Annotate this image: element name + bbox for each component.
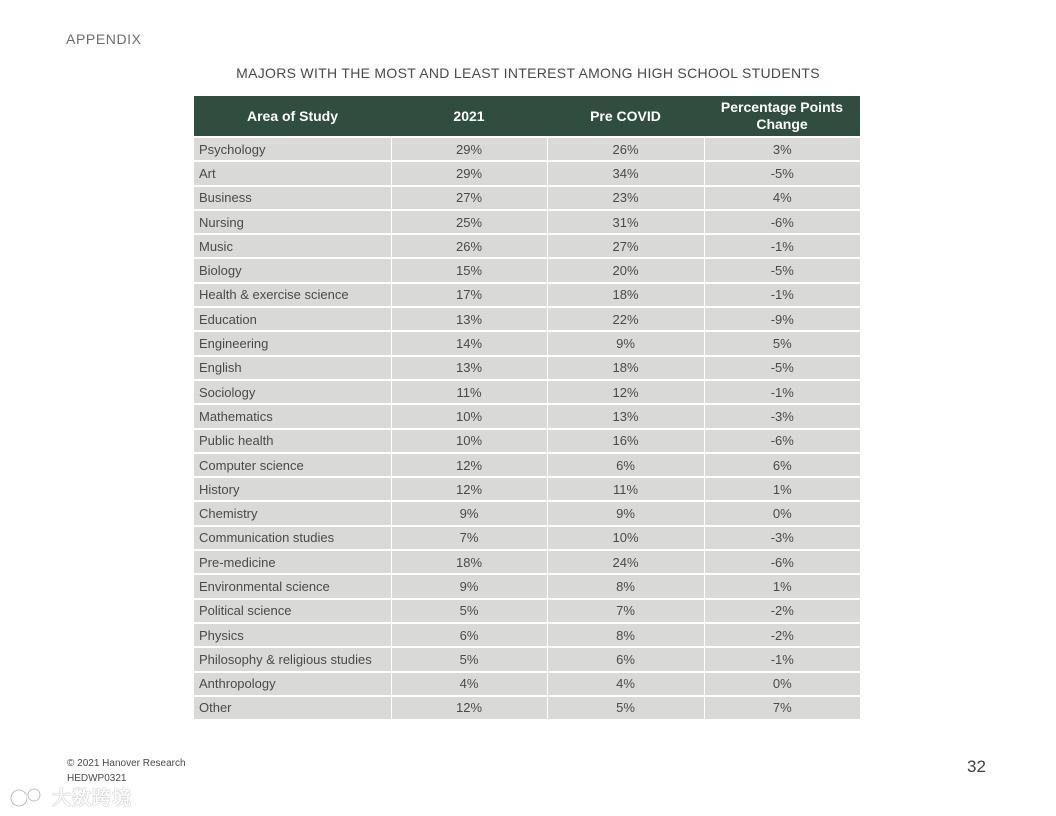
cell-pre-covid: 27%: [547, 234, 704, 258]
cell-change: -1%: [704, 283, 860, 307]
cell-pre-covid: 8%: [547, 574, 704, 598]
cell-2021: 25%: [391, 210, 547, 234]
cell-area-of-study: Chemistry: [194, 501, 391, 525]
cell-area-of-study: Philosophy & religious studies: [194, 647, 391, 671]
cell-2021: 12%: [391, 696, 547, 719]
cell-change: -1%: [704, 647, 860, 671]
table-row: [194, 550, 860, 574]
cell-pre-covid: 34%: [547, 161, 704, 185]
cell-area-of-study: Engineering: [194, 331, 391, 355]
cell-2021: 9%: [391, 574, 547, 598]
cell-change: -5%: [704, 258, 860, 282]
copyright: © 2021 Hanover Research: [67, 758, 186, 769]
watermark: [8, 783, 132, 810]
cell-pre-covid: 9%: [547, 331, 704, 355]
cell-change: 5%: [704, 331, 860, 355]
cell-2021: 13%: [391, 307, 547, 331]
document-code: HEDWP0321: [67, 773, 127, 784]
table-row: [194, 453, 860, 477]
table-row: [194, 258, 860, 282]
cell-change: 7%: [704, 696, 860, 719]
cell-pre-covid: 4%: [547, 672, 704, 696]
table-header-row: [194, 96, 860, 137]
cell-change: -5%: [704, 356, 860, 380]
majors-table: [194, 96, 860, 719]
cell-area-of-study: Art: [194, 161, 391, 185]
cell-2021: 10%: [391, 404, 547, 428]
table-row: [194, 404, 860, 428]
cell-2021: 10%: [391, 429, 547, 453]
table-body: [194, 137, 860, 719]
cell-2021: 4%: [391, 672, 547, 696]
table-row: [194, 331, 860, 355]
cell-pre-covid: 10%: [547, 526, 704, 550]
table-row: [194, 574, 860, 598]
cell-area-of-study: Communication studies: [194, 526, 391, 550]
cell-area-of-study: Nursing: [194, 210, 391, 234]
table-row: [194, 380, 860, 404]
cell-pre-covid: 24%: [547, 550, 704, 574]
cell-2021: 27%: [391, 186, 547, 210]
cell-2021: 18%: [391, 550, 547, 574]
watermark-text: 大数跨境: [52, 787, 133, 809]
cell-area-of-study: Physics: [194, 623, 391, 647]
cell-change: 0%: [704, 672, 860, 696]
cell-area-of-study: Public health: [194, 429, 391, 453]
cell-2021: 6%: [391, 623, 547, 647]
cell-pre-covid: 6%: [547, 647, 704, 671]
cell-area-of-study: English: [194, 356, 391, 380]
cell-2021: 5%: [391, 647, 547, 671]
cell-2021: 17%: [391, 283, 547, 307]
table-row: [194, 623, 860, 647]
cell-change: 1%: [704, 574, 860, 598]
cell-area-of-study: Political science: [194, 599, 391, 623]
cell-change: -6%: [704, 429, 860, 453]
watermark-logo-icon: [8, 785, 48, 809]
cell-pre-covid: 9%: [547, 501, 704, 525]
cell-change: -2%: [704, 599, 860, 623]
table-row: [194, 477, 860, 501]
cell-pre-covid: 20%: [547, 258, 704, 282]
cell-2021: 13%: [391, 356, 547, 380]
table-row: [194, 210, 860, 234]
table-row: [194, 672, 860, 696]
table-row: [194, 501, 860, 525]
cell-change: -1%: [704, 234, 860, 258]
cell-2021: 12%: [391, 477, 547, 501]
cell-2021: 9%: [391, 501, 547, 525]
cell-change: -3%: [704, 404, 860, 428]
column-header-area-of-study: Area of Study: [194, 96, 391, 137]
table-row: [194, 186, 860, 210]
table-row: [194, 234, 860, 258]
cell-change: -5%: [704, 161, 860, 185]
cell-area-of-study: Anthropology: [194, 672, 391, 696]
page-number: 32: [967, 757, 986, 776]
section-label: APPENDIX: [66, 31, 142, 47]
cell-pre-covid: 31%: [547, 210, 704, 234]
cell-change: 1%: [704, 477, 860, 501]
table-row: [194, 599, 860, 623]
cell-pre-covid: 5%: [547, 696, 704, 719]
cell-area-of-study: History: [194, 477, 391, 501]
cell-pre-covid: 8%: [547, 623, 704, 647]
cell-2021: 12%: [391, 453, 547, 477]
cell-area-of-study: Business: [194, 186, 391, 210]
table-title: MAJORS WITH THE MOST AND LEAST INTEREST AMONG HIGH SCHOOL STUDENTS: [236, 65, 820, 81]
table-row: [194, 696, 860, 719]
table-row: [194, 526, 860, 550]
column-header-percentage-points-change: Percentage Points Change: [704, 96, 860, 137]
cell-area-of-study: Environmental science: [194, 574, 391, 598]
cell-change: -6%: [704, 210, 860, 234]
cell-pre-covid: 22%: [547, 307, 704, 331]
cell-area-of-study: Music: [194, 234, 391, 258]
table-row: [194, 647, 860, 671]
cell-pre-covid: 7%: [547, 599, 704, 623]
cell-change: -1%: [704, 380, 860, 404]
cell-2021: 14%: [391, 331, 547, 355]
table-row: [194, 307, 860, 331]
cell-pre-covid: 12%: [547, 380, 704, 404]
table-row: [194, 283, 860, 307]
cell-change: 3%: [704, 137, 860, 161]
cell-pre-covid: 18%: [547, 356, 704, 380]
table-row: [194, 429, 860, 453]
cell-pre-covid: 13%: [547, 404, 704, 428]
cell-change: 4%: [704, 186, 860, 210]
cell-pre-covid: 18%: [547, 283, 704, 307]
cell-change: -9%: [704, 307, 860, 331]
cell-area-of-study: Education: [194, 307, 391, 331]
cell-change: 6%: [704, 453, 860, 477]
table-row: [194, 137, 860, 161]
cell-pre-covid: 6%: [547, 453, 704, 477]
cell-change: 0%: [704, 501, 860, 525]
cell-2021: 29%: [391, 161, 547, 185]
cell-2021: 29%: [391, 137, 547, 161]
cell-change: -6%: [704, 550, 860, 574]
cell-area-of-study: Other: [194, 696, 391, 719]
column-header-2021: 2021: [391, 96, 547, 137]
cell-2021: 5%: [391, 599, 547, 623]
cell-2021: 11%: [391, 380, 547, 404]
cell-change: -3%: [704, 526, 860, 550]
column-header-pre-covid: Pre COVID: [547, 96, 704, 137]
cell-pre-covid: 11%: [547, 477, 704, 501]
cell-pre-covid: 26%: [547, 137, 704, 161]
cell-area-of-study: Computer science: [194, 453, 391, 477]
cell-area-of-study: Mathematics: [194, 404, 391, 428]
cell-area-of-study: Psychology: [194, 137, 391, 161]
cell-area-of-study: Pre-medicine: [194, 550, 391, 574]
cell-area-of-study: Health & exercise science: [194, 283, 391, 307]
cell-change: -2%: [704, 623, 860, 647]
cell-pre-covid: 16%: [547, 429, 704, 453]
cell-2021: 7%: [391, 526, 547, 550]
cell-area-of-study: Sociology: [194, 380, 391, 404]
cell-pre-covid: 23%: [547, 186, 704, 210]
table-row: [194, 356, 860, 380]
cell-area-of-study: Biology: [194, 258, 391, 282]
table-row: [194, 161, 860, 185]
cell-2021: 15%: [391, 258, 547, 282]
cell-2021: 26%: [391, 234, 547, 258]
